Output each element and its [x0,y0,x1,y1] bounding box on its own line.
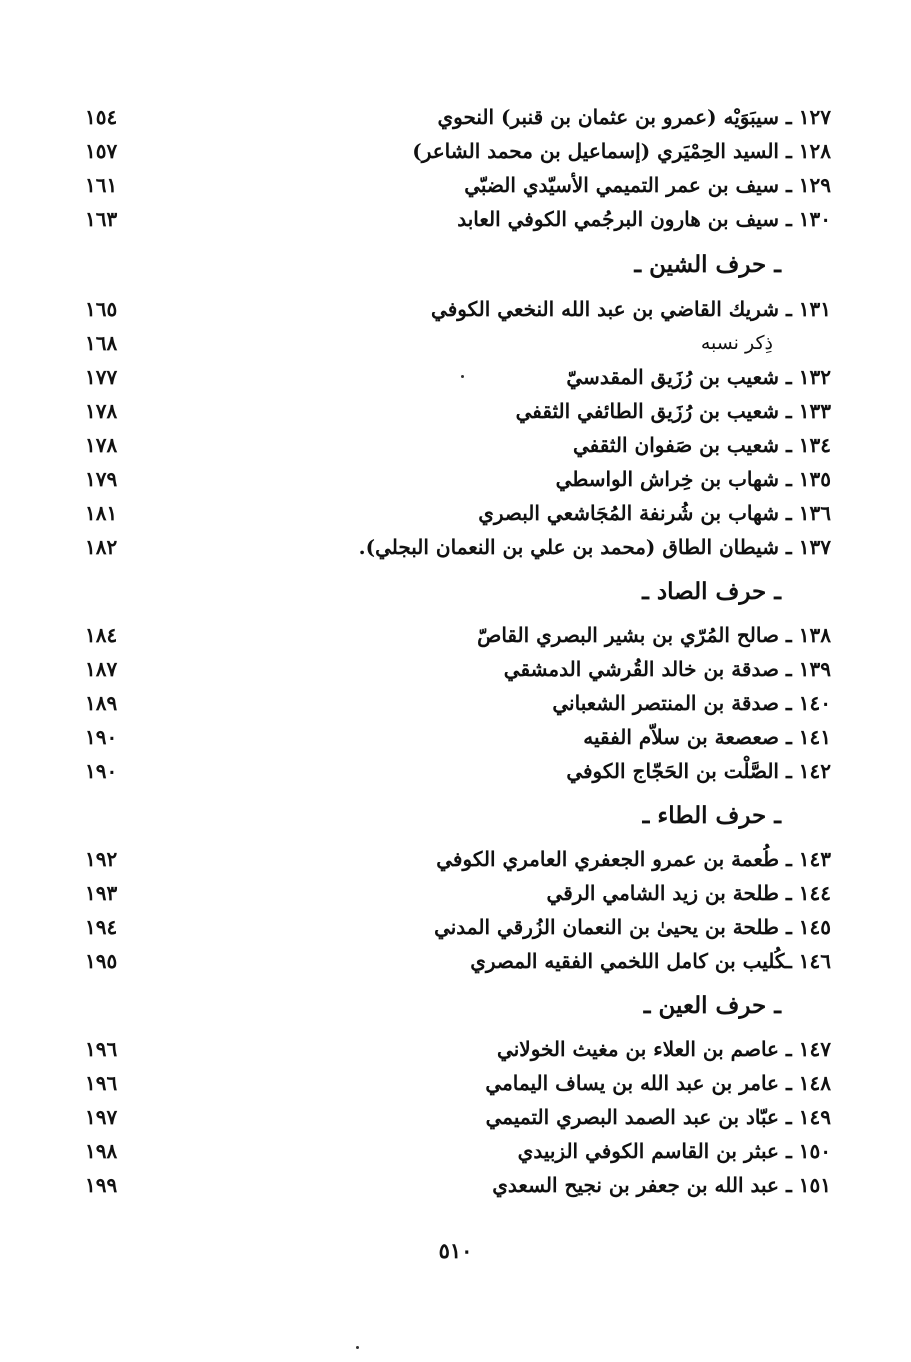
entry-page: ١٨٩ [85,691,118,715]
entry-title: ١٣٢ ـ شعيب بن رُزَيق المقدسيّ [566,365,831,389]
toc-entry [85,428,831,462]
page-number: ٥١٠ [438,1238,473,1263]
entry-page: ١٩٧ [85,1105,118,1129]
section-heading-sad: ـ حرف الصاد ـ [642,577,781,605]
toc-entry [85,462,831,496]
section-heading-shin: ـ حرف الشين ـ [634,250,781,278]
entry-page: ١٩٩ [85,1173,118,1197]
entry-title: ١٣١ ـ شريك القاضي بن عبد الله النخعي الكوفي [431,297,831,321]
entry-title: ١٤٩ ـ عبّاد بن عبد الصمد البصري التميمي [485,1105,831,1129]
toc-entry [85,100,831,134]
entry-title: ١٤٨ ـ عامر بن عبد الله بن يساف اليمامي [485,1071,831,1095]
toc-entry [85,394,831,428]
entry-page: ١٩٤ [85,915,118,939]
entry-page: ١٥٧ [85,139,118,163]
toc-entry [85,842,831,876]
toc-entry [85,876,831,910]
entry-title: ١٥١ ـ عبد الله بن جعفر بن نجيح السعدي [492,1173,831,1197]
toc-entry [85,360,831,394]
entry-title: ١٤٠ ـ صدقة بن المنتصر الشعباني [552,691,831,715]
entry-page: ١٩٠ [85,759,118,783]
entry-title: ١٣٦ ـ شهاب بن شُرنفة المُجَاشعي البصري [478,501,831,525]
entry-title: ١٣٠ ـ سيف بن هارون البرجُمي الكوفي العابد [457,207,831,231]
entry-page: ١٦١ [85,173,118,197]
entry-page: ١٩٢ [85,847,118,871]
entry-page: ١٩٥ [85,949,118,973]
toc-entry [85,1168,831,1202]
entry-page: ١٥٤ [85,105,118,129]
toc-entry [85,910,831,944]
entry-title: ١٣٨ ـ صالح المُرّي بن بشير البصري القاصّ [477,623,831,647]
toc-entry [85,496,831,530]
toc-entry [85,1134,831,1168]
toc-entry [85,652,831,686]
toc-entry [85,1032,831,1066]
entry-page: ١٩٦ [85,1071,118,1095]
entry-title: ١٢٩ ـ سيف بن عمر التميمي الأسيّدي الضبّي [464,173,831,197]
entry-page: ١٩٠ [85,725,118,749]
toc-entry [85,1100,831,1134]
entry-page: ١٩٦ [85,1037,118,1061]
entry-page: ١٧٩ [85,467,118,491]
table-of-contents [85,100,831,1202]
entry-title: ١٢٨ ـ السيد الحِمْيَري (إسماعيل بن محمد الشاعر) [412,139,831,163]
entry-title: ١٥٠ ـ عبثر بن القاسم الكوفي الزبيدي [517,1139,831,1163]
entry-page: ١٦٨ [85,331,118,355]
entry-page: ١٧٨ [85,399,118,423]
speck-mark [356,1346,359,1349]
toc-entry [85,134,831,168]
entry-title: ١٣٥ ـ شهاب بن خِراش الواسطي [555,467,831,491]
entry-page: ١٦٥ [85,297,118,321]
entry-title: ١٣٩ ـ صدقة بن خالد القُرشي الدمشقي [503,657,831,681]
toc-entry [85,202,831,236]
entry-page: ١٩٨ [85,1139,118,1163]
toc-entry [85,618,831,652]
entry-title: ١٣٣ ـ شعيب بن رُزَيق الطائفي الثقفي [515,399,831,423]
entry-title: ١٤٧ ـ عاصم بن العلاء بن مغيث الخولاني [497,1037,831,1061]
speck-mark [461,375,464,378]
entry-page: ١٩٣ [85,881,118,905]
entry-title: ١٤١ ـ صعصعة بن سلاّم الفقيه [583,725,831,749]
section-heading-ain: ـ حرف العين ـ [643,991,781,1019]
entry-title: ١٤٣ ـ طُعمة بن عمرو الجعفري العامري الكوفي [436,847,831,871]
entry-title: ١٤٦ ـكُليب بن كامل اللخمي الفقيه المصري [470,949,831,973]
entry-title: ذِكر نسبه [700,332,773,354]
toc-entry [85,754,831,788]
entry-title: ١٤٤ ـ طلحة بن زيد الشامي الرقي [546,881,831,905]
toc-entry [85,944,831,978]
toc-entry [85,686,831,720]
entry-page: ١٨٢ [85,535,118,559]
entry-page: ١٧٧ [85,365,118,389]
entry-page: ١٨٤ [85,623,118,647]
entry-page: ١٨١ [85,501,118,525]
toc-subentry [85,326,831,360]
entry-title: ١٣٧ ـ شيطان الطاق (محمد بن علي بن النعمان البجلي). [358,535,831,559]
toc-entry [85,720,831,754]
entry-page: ١٧٨ [85,433,118,457]
toc-entry [85,168,831,202]
section-heading-ta: ـ حرف الطاء ـ [642,801,781,829]
entry-title: ١٣٤ ـ شعيب بن صَفوان الثقفي [572,433,831,457]
toc-entry [85,292,831,326]
toc-entry [85,1066,831,1100]
entry-title: ١٤٢ ـ الصَّلْت بن الحَجّاج الكوفي [566,759,831,783]
toc-entry [85,530,831,564]
entry-title: ١٤٥ ـ طلحة بن يحيىٰ بن النعمان الزُرقي المدني [434,915,831,939]
entry-title: ١٢٧ ـ سيبَوَيْه (عمرو بن عثمان بن قنبر) النحوي [437,105,831,129]
entry-page: ١٦٣ [85,207,118,231]
entry-page: ١٨٧ [85,657,118,681]
